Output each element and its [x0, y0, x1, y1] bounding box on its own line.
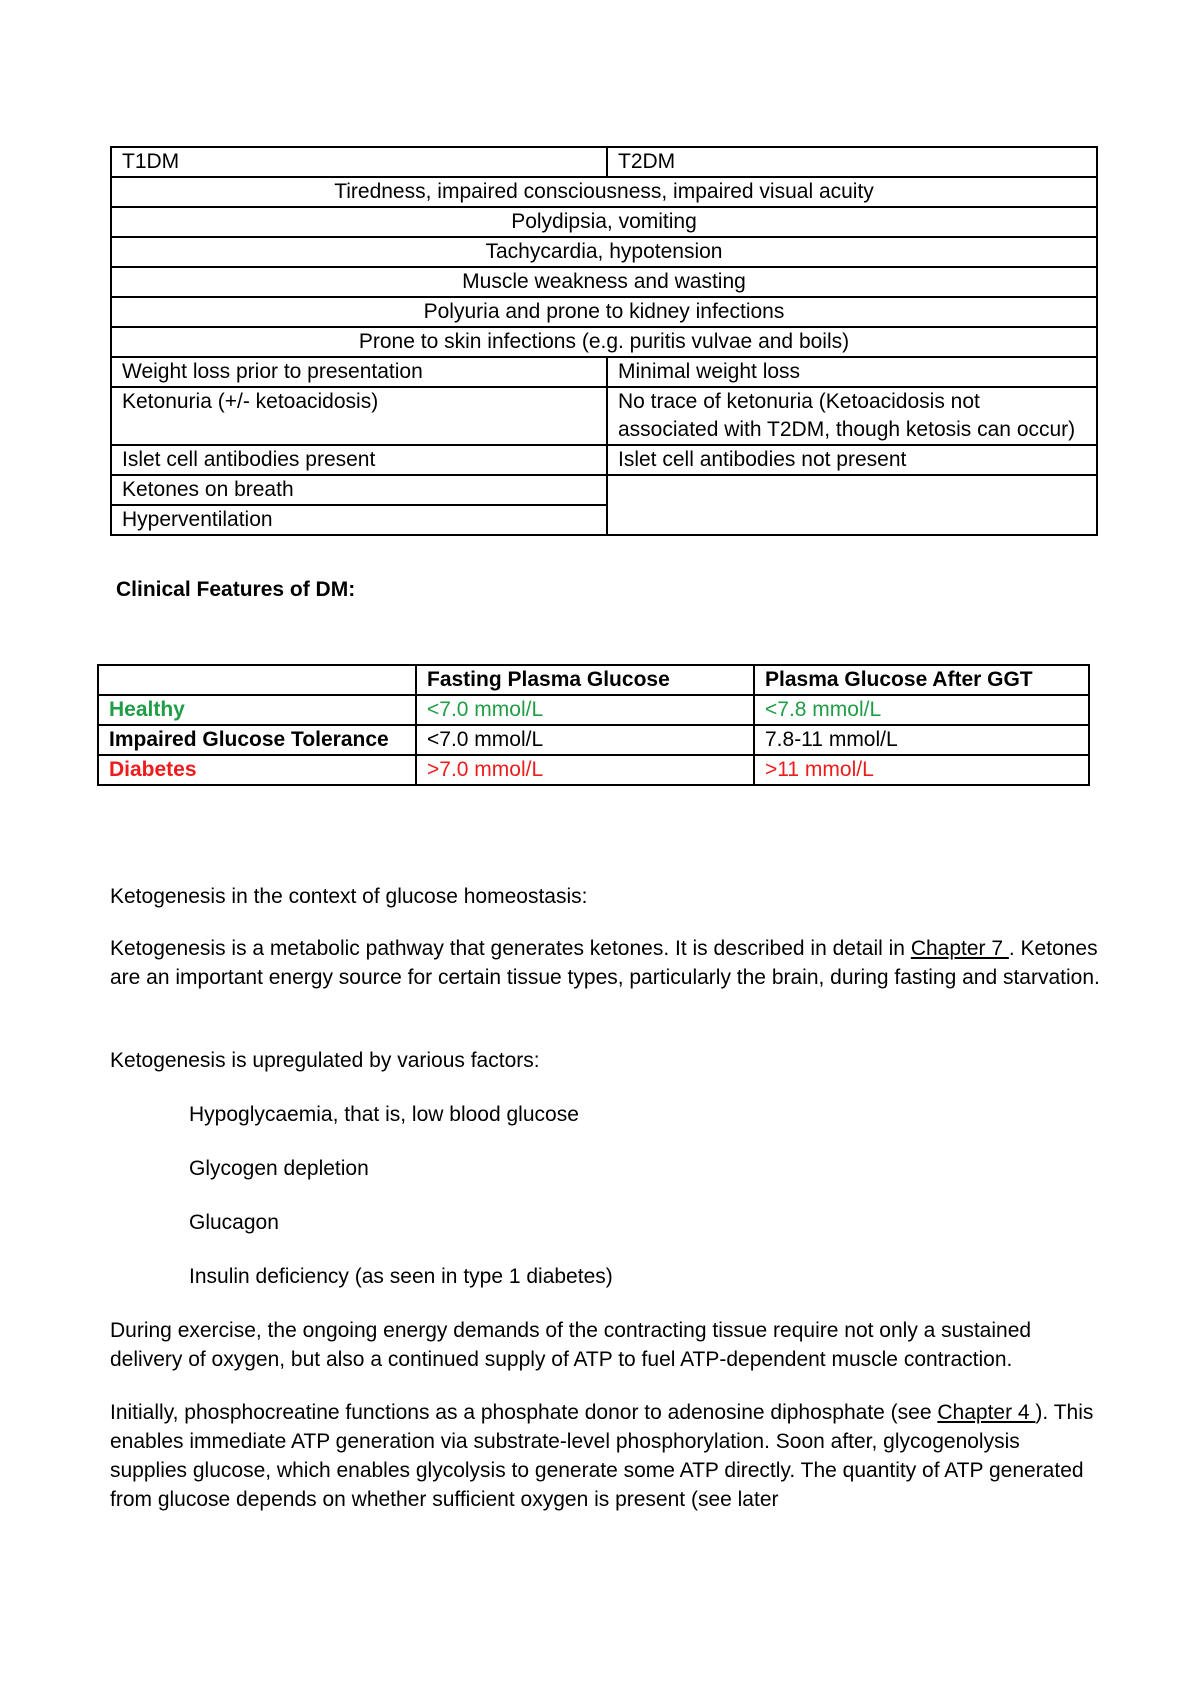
list-item: Glycogen depletion — [189, 1157, 369, 1180]
list-item: Glucagon — [189, 1211, 279, 1234]
table-row — [111, 297, 1097, 327]
t1dm-feature-cell: Islet cell antibodies present — [111, 445, 607, 475]
after-ggt-value-cell: >11 mmol/L — [754, 755, 1089, 785]
paragraph-upregulation: Ketogenesis is upregulated by various factors: — [110, 1049, 540, 1072]
shared-feature-cell: Tiredness, impaired consciousness, impaired visual acuity — [111, 177, 1097, 207]
row-label-healthy: Healthy — [98, 695, 416, 725]
fasting-value-cell: <7.0 mmol/L — [416, 725, 754, 755]
clinical-features-table — [110, 146, 1098, 536]
shared-feature-cell: Prone to skin infections (e.g. puritis vulvae and boils) — [111, 327, 1097, 357]
header-cell-empty — [98, 665, 416, 695]
chapter-7-link[interactable]: Chapter 7 — [910, 937, 1009, 960]
paragraph-ketogenesis — [110, 934, 1100, 992]
header-cell-t1dm: T1DM — [111, 147, 607, 177]
t1dm-feature-cell: Hyperventilation — [111, 505, 607, 535]
header-cell-fasting: Fasting Plasma Glucose — [416, 665, 754, 695]
paragraph-phosphocreatine — [110, 1398, 1100, 1514]
fasting-value-cell: <7.0 mmol/L — [416, 695, 754, 725]
table-header-row — [98, 665, 1089, 695]
header-cell-t2dm: T2DM — [607, 147, 1097, 177]
shared-feature-cell: Tachycardia, hypotension — [111, 237, 1097, 267]
table-row — [111, 357, 1097, 387]
fasting-value-cell: >7.0 mmol/L — [416, 755, 754, 785]
paragraph-text: Initially, phosphocreatine functions as a phosphate donor to adenosine diphosphate (see — [110, 1401, 938, 1424]
after-ggt-value-cell: <7.8 mmol/L — [754, 695, 1089, 725]
after-ggt-value-cell: 7.8-11 mmol/L — [754, 725, 1089, 755]
section-heading: Ketogenesis in the context of glucose homeostasis: — [110, 885, 588, 908]
glucose-criteria-table — [97, 664, 1090, 786]
t2dm-feature-cell: No trace of ketonuria (Ketoacidosis not associated with T2DM, though ketosis can occur) — [607, 387, 1097, 445]
table-caption: Clinical Features of DM: — [116, 578, 356, 601]
row-label-diabetes: Diabetes — [98, 755, 416, 785]
table-row — [98, 725, 1089, 755]
table-row — [111, 267, 1097, 297]
paragraph-text: Ketogenesis is a metabolic pathway that generates ketones. It is described in detail in — [110, 937, 911, 960]
t2dm-feature-cell: Islet cell antibodies not present — [607, 445, 1097, 475]
chapter-4-link[interactable]: Chapter 4 — [937, 1401, 1036, 1424]
shared-feature-cell: Polydipsia, vomiting — [111, 207, 1097, 237]
table-header-row — [111, 147, 1097, 177]
table-row — [111, 475, 1097, 505]
table-row — [98, 695, 1089, 725]
table-row — [111, 207, 1097, 237]
t2dm-feature-cell: Minimal weight loss — [607, 357, 1097, 387]
table-row — [111, 445, 1097, 475]
table-row — [111, 387, 1097, 445]
t1dm-feature-cell: Weight loss prior to presentation — [111, 357, 607, 387]
paragraph-text: . Ketones are an important energy source for certain tissue types, particularly the brain, during fasting and starvation. — [110, 937, 1100, 989]
t2dm-empty-cell — [607, 475, 1097, 535]
paragraph-exercise: During exercise, the ongoing energy demands of the contracting tissue require not only a sustained delivery of oxygen, but also a continued supply of ATP to fuel ATP-dependent muscle contraction. — [110, 1319, 1032, 1371]
list-item: Insulin deficiency (as seen in type 1 diabetes) — [189, 1265, 613, 1288]
row-label-impaired: Impaired Glucose Tolerance — [98, 725, 416, 755]
shared-feature-cell: Polyuria and prone to kidney infections — [111, 297, 1097, 327]
table-row — [111, 327, 1097, 357]
header-cell-after-ggt: Plasma Glucose After GGT — [754, 665, 1089, 695]
list-item: Hypoglycaemia, that is, low blood glucose — [189, 1103, 579, 1126]
shared-feature-cell: Muscle weakness and wasting — [111, 267, 1097, 297]
table-row — [111, 237, 1097, 267]
t1dm-feature-cell: Ketonuria (+/- ketoacidosis) — [111, 387, 607, 445]
t1dm-feature-cell: Ketones on breath — [111, 475, 607, 505]
table-row — [98, 755, 1089, 785]
table-row — [111, 177, 1097, 207]
paragraph-text: ). This enables immediate ATP generation via substrate-level phosphorylation. Soon after, glycogenolysis supplies glucose, which enables glycolysis to generate some ATP directly. The quantity of ATP generated from glucose depends on whether sufficient oxygen is present (see later — [110, 1401, 1094, 1511]
